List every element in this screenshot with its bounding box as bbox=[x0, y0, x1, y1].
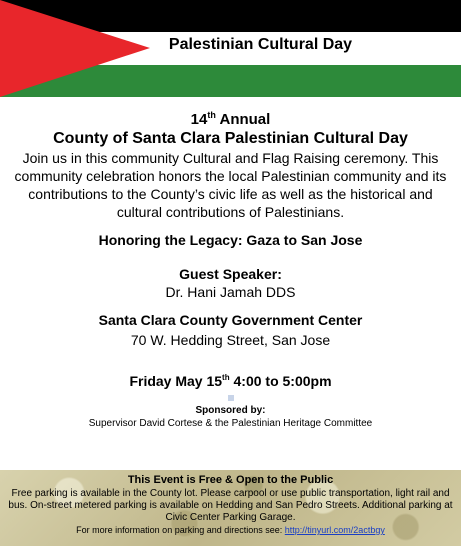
parking-info: Free parking is available in the County lot. Please carpool or use public transportation, light rail and bus. On-street metered parking is available on Hedding and San Pedro Streets. Additional parking at Civic Center Parking Garage. bbox=[8, 488, 453, 523]
directions-link[interactable]: http://tinyurl.com/2actbgy bbox=[284, 525, 385, 535]
annual-suffix: th bbox=[207, 110, 216, 120]
more-info-text: For more information on parking and directions see: bbox=[76, 525, 283, 535]
sponsor-label: Sponsored by: bbox=[195, 405, 266, 416]
flyer-body bbox=[0, 100, 461, 430]
event-theme: Honoring the Legacy: Gaza to San Jose bbox=[98, 232, 363, 248]
annual-heading bbox=[0, 106, 461, 129]
more-info-line bbox=[0, 525, 461, 536]
footer-panel bbox=[0, 470, 461, 546]
date-suffix: th bbox=[222, 373, 230, 382]
date-prefix: Friday May 15 bbox=[129, 373, 223, 389]
text-cursor-marker bbox=[228, 395, 234, 401]
annual-number: 14 bbox=[190, 111, 208, 128]
palestinian-flag-banner bbox=[0, 0, 461, 97]
free-event-notice: This Event is Free & Open to the Public bbox=[127, 474, 334, 486]
event-intro: Join us in this community Cultural and Flag Raising ceremony. This community celebration honors the local Palestinian community and its contributions to the County’s civic life as well as the historical and cultural contributions of Palestinians. bbox=[14, 150, 447, 220]
sponsor-names: Supervisor David Cortese & the Palestinian Heritage Committee bbox=[88, 418, 373, 429]
event-datetime bbox=[0, 369, 461, 390]
venue-address: 70 W. Hedding Street, San Jose bbox=[130, 332, 331, 348]
venue-name: Santa Clara County Government Center bbox=[98, 312, 363, 328]
event-time: 4:00 to 5:00pm bbox=[233, 373, 332, 389]
speaker-label: Guest Speaker: bbox=[179, 266, 282, 282]
event-title: County of Santa Clara Palestinian Cultural Day bbox=[53, 130, 408, 147]
annual-word: Annual bbox=[219, 111, 271, 128]
speaker-name: Dr. Hani Jamah DDS bbox=[165, 284, 296, 300]
banner-title: Palestinian Cultural Day bbox=[168, 36, 353, 53]
